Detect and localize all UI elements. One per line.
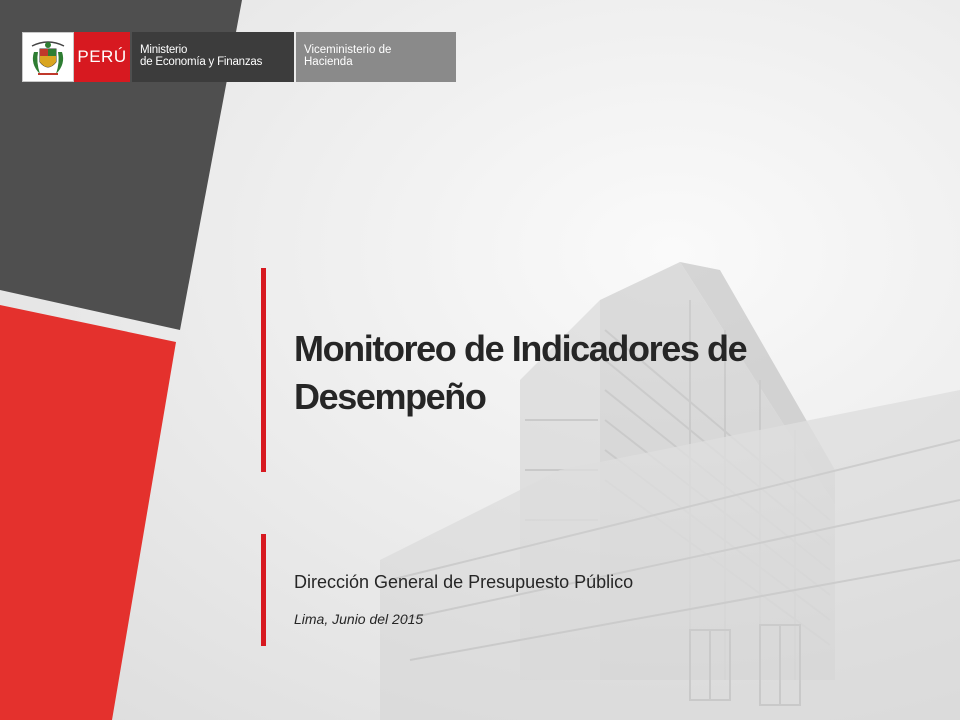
red-diagonal-band — [0, 305, 176, 720]
country-label: PERÚ — [74, 32, 130, 82]
title-accent-bar — [261, 268, 266, 472]
crest-container — [22, 32, 74, 82]
subtitle: Dirección General de Presupuesto Público — [294, 572, 634, 592]
ministry-line-1: Ministerio — [140, 44, 188, 56]
viceministry-line-2: Hacienda — [304, 56, 353, 68]
ministry-label — [132, 32, 294, 82]
page-title: Monitoreo de Indicadores de Desempeño — [294, 328, 747, 417]
viceministry-label — [296, 32, 456, 82]
government-logo-bar — [22, 32, 456, 82]
peru-coat-of-arms-icon — [28, 36, 68, 78]
viceministry-line-1: Viceministerio de — [304, 44, 392, 56]
subtitle-accent-bar — [261, 534, 266, 646]
date-label: Lima, Junio del 2015 — [294, 611, 424, 627]
ministry-line-2: de Economía y Finanzas — [140, 56, 263, 68]
